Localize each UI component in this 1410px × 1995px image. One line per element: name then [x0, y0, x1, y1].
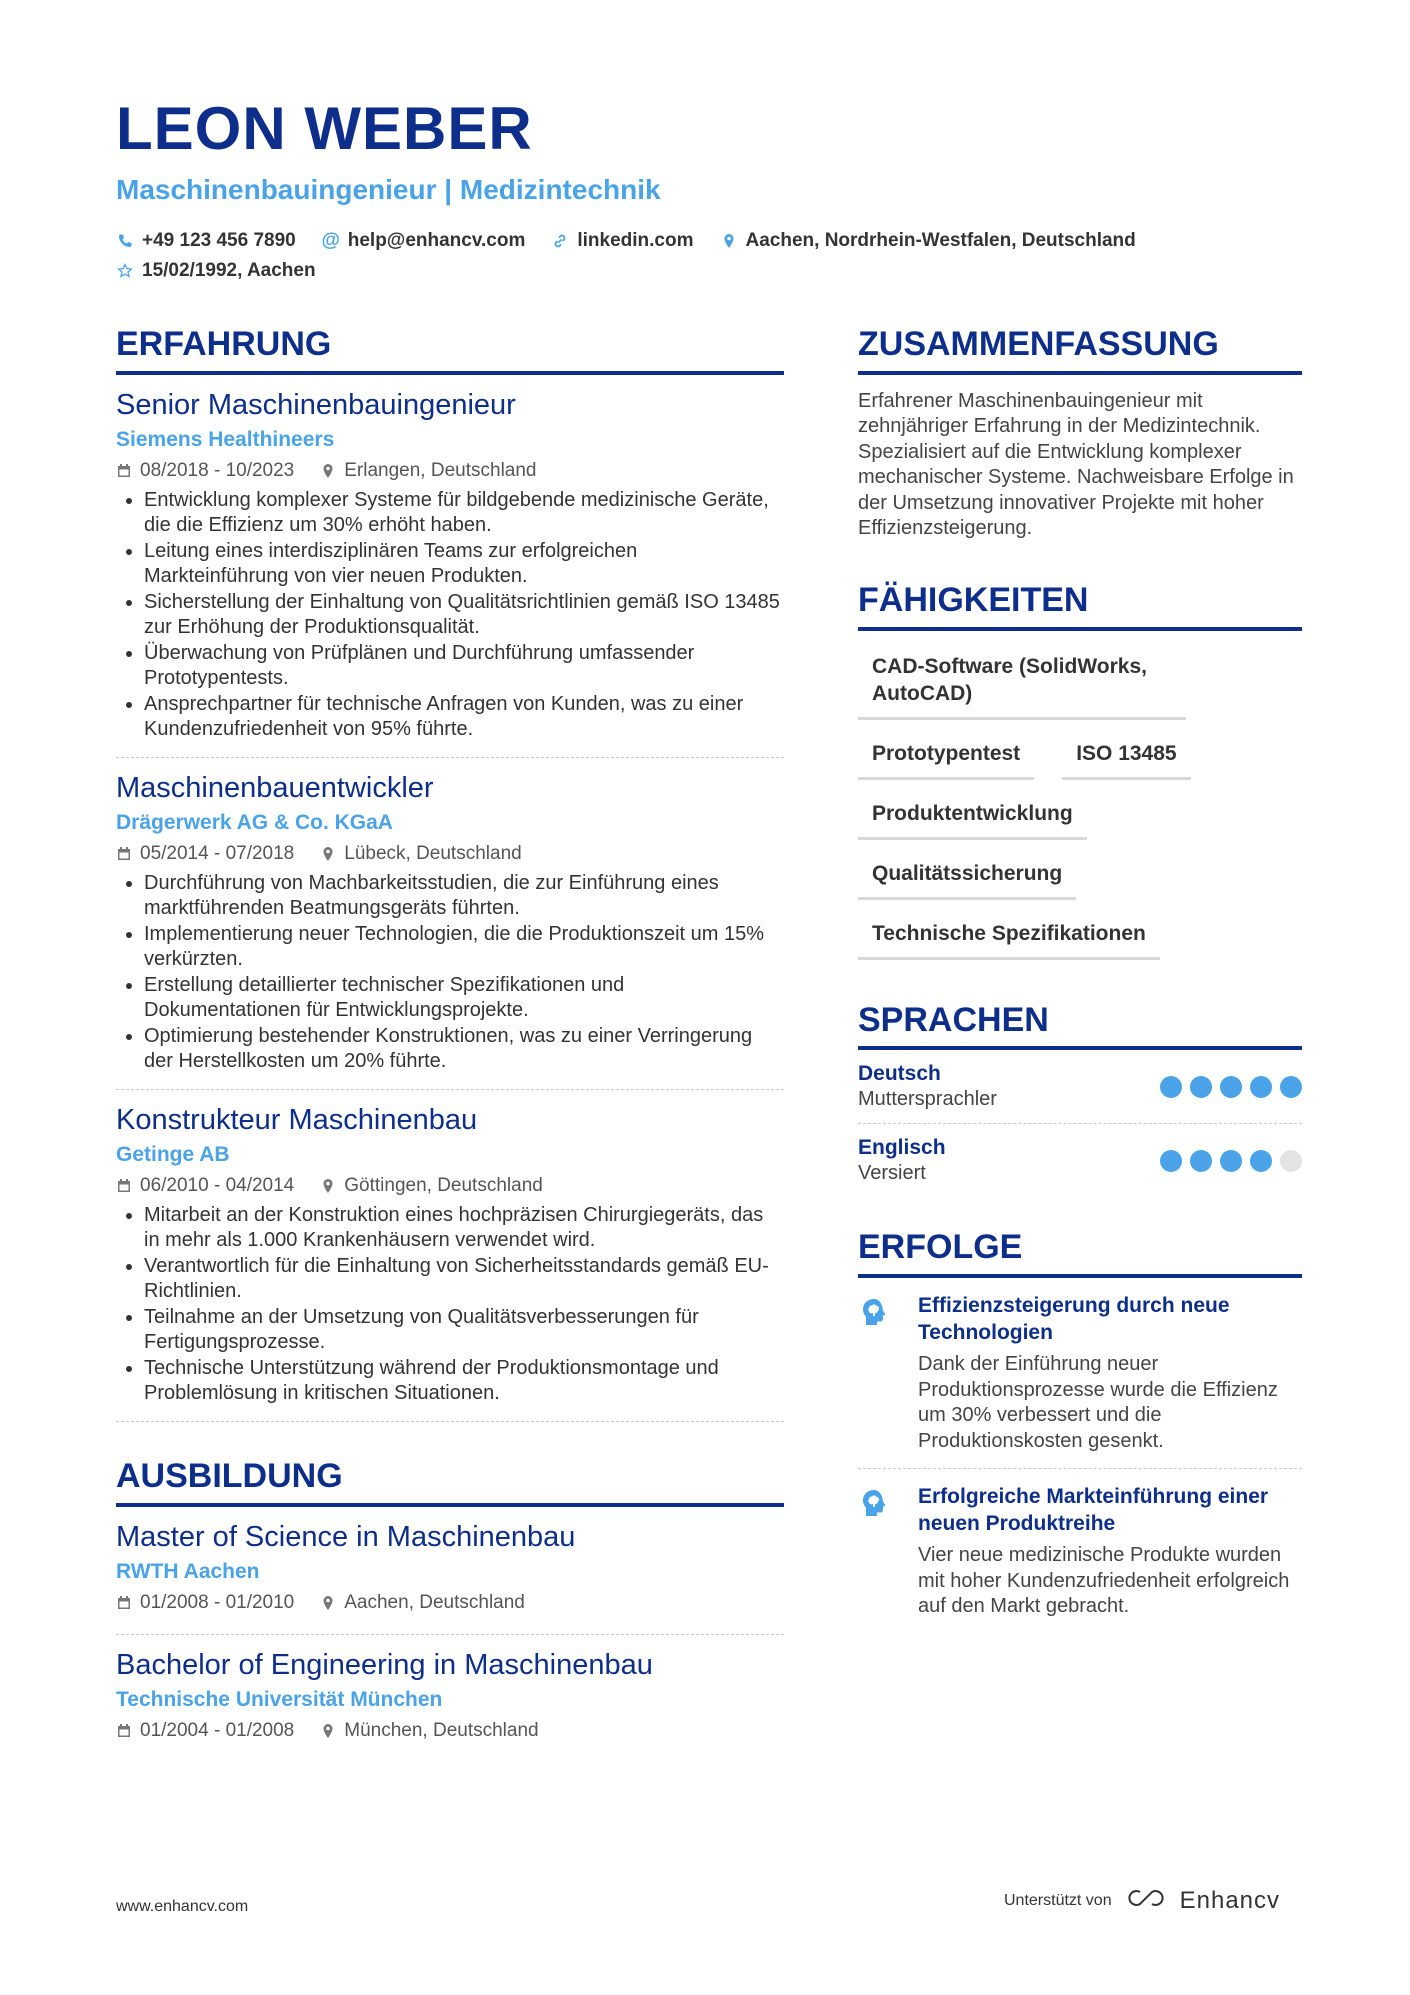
calendar-icon: [116, 1178, 132, 1194]
candidate-headline: Maschinenbauingenieur | Medizintechnik: [116, 174, 661, 205]
language-rating: [1160, 1150, 1302, 1172]
achievement-item: [858, 1278, 1302, 1469]
location-text: Aachen, Nordrhein-Westfalen, Deutschland: [745, 230, 1136, 251]
job-meta: [116, 1175, 784, 1197]
email-text: help@enhancv.com: [347, 230, 526, 251]
footer-website[interactable]: www.enhancv.com: [116, 1898, 249, 1915]
job-company: Getinge AB: [116, 1142, 230, 1166]
education-dates: 01/2004 - 01/2008: [140, 1719, 295, 1741]
contact-email[interactable]: [322, 230, 526, 252]
job-role: Senior Maschinenbauingenieur: [116, 388, 516, 421]
location-pin-icon: [320, 1595, 336, 1611]
skill-tag: CAD-Software (SolidWorks, AutoCAD): [858, 653, 1186, 720]
achievement-desc: Dank der Einführung neuer Produktionsprozesse wurde die Effizienz um 30% verbessert und die Produktionskosten gesenkt.: [918, 1353, 1278, 1452]
job-bullets: [116, 871, 784, 1075]
language-level: Versiert: [858, 1162, 926, 1185]
rating-dot-filled: [1160, 1150, 1182, 1172]
right-column: [858, 324, 1302, 1634]
school-name: RWTH Aachen: [116, 1559, 260, 1583]
skill-tag: Qualitätssicherung: [858, 860, 1076, 900]
job-bullets: [116, 1203, 784, 1407]
achievements-list: [858, 1278, 1302, 1634]
at-icon: @: [321, 230, 341, 251]
birth-text: 15/02/1992, Aachen: [142, 260, 316, 281]
footer-branding: [1004, 1886, 1280, 1915]
phone-text: +49 123 456 7890: [142, 230, 296, 251]
languages-list: [858, 1050, 1302, 1197]
rating-dot-filled: [1280, 1076, 1302, 1098]
education-location: München, Deutschland: [344, 1719, 539, 1741]
achievement-title: Erfolgreiche Markteinführung einer neuen Produktreihe: [918, 1485, 1269, 1536]
job-company: Siemens Healthineers: [116, 427, 335, 451]
education-entry: [116, 1507, 784, 1635]
candidate-name: LEON WEBER: [116, 95, 533, 162]
rating-dot-empty: [1280, 1150, 1302, 1172]
education-entry: [116, 1635, 784, 1762]
job-bullet: • Teilnahme an der Umsetzung von Qualitätsverbesserungen für Fertigungsprozesse.: [144, 1305, 784, 1356]
phone-icon: [116, 232, 134, 250]
contact-birth: [116, 260, 316, 282]
skill-tag: Prototypentest: [858, 740, 1034, 780]
experience-entry: [116, 1090, 784, 1422]
experience-title: ERFAHRUNG: [116, 324, 784, 375]
job-location: Göttingen, Deutschland: [344, 1174, 543, 1196]
job-bullet: • Ansprechpartner für technische Anfragen von Kunden, was zu einer Kundenzufriedenheit von 95% führte.: [144, 692, 784, 743]
job-bullet: • Technische Unterstützung während der Produktionsmontage und Problemlösung in kritischen Situationen.: [144, 1356, 784, 1407]
contact-phone[interactable]: [116, 230, 296, 252]
enhancv-logo-icon: [1124, 1886, 1168, 1915]
job-dates: 06/2010 - 04/2014: [140, 1174, 295, 1196]
job-company: Drägerwerk AG & Co. KGaA: [116, 810, 393, 834]
job-bullet: • Durchführung von Machbarkeitsstudien, die zur Einführung eines marktführenden Beatmungsgeräts führten.: [144, 871, 784, 922]
calendar-icon: [116, 1595, 132, 1611]
rating-dot-filled: [1190, 1076, 1212, 1098]
job-bullet: • Erstellung detaillierter technischer Spezifikationen und Dokumentationen für Entwicklungsprojekte.: [144, 973, 784, 1024]
job-bullets: [116, 488, 784, 743]
language-item: [858, 1124, 1302, 1197]
contact-location: [720, 230, 1136, 252]
link-icon: [551, 232, 569, 250]
location-pin-icon: [320, 1723, 336, 1739]
contact-linkedin[interactable]: [551, 230, 693, 252]
rating-dot-filled: [1190, 1150, 1212, 1172]
star-icon: [116, 262, 134, 280]
location-pin-icon: [320, 1178, 336, 1194]
achievement-title: Effizienzsteigerung durch neue Technologien: [918, 1294, 1230, 1345]
experience-entry: [116, 375, 784, 758]
left-column: [116, 324, 784, 1762]
education-meta: [116, 1592, 784, 1614]
rating-dot-filled: [1250, 1076, 1272, 1098]
calendar-icon: [116, 846, 132, 862]
skills-list: [858, 653, 1302, 960]
skill-tag: Produktentwicklung: [858, 800, 1087, 840]
job-role: Konstrukteur Maschinenbau: [116, 1103, 478, 1136]
linkedin-text: linkedin.com: [577, 230, 694, 251]
brain-head-icon: [858, 1292, 900, 1454]
job-bullet: • Überwachung von Prüfplänen und Durchführung umfassender Prototypentests.: [144, 641, 784, 692]
skill-tag: ISO 13485: [1062, 740, 1190, 780]
job-bullet: • Optimierung bestehender Konstruktionen, was zu einer Verringerung der Herstellkosten um 20% führte.: [144, 1024, 784, 1075]
education-dates: 01/2008 - 01/2010: [140, 1591, 295, 1613]
rating-dot-filled: [1220, 1150, 1242, 1172]
language-name: Deutsch: [858, 1062, 941, 1086]
skills-title: FÄHIGKEITEN: [858, 580, 1302, 631]
degree-title: Bachelor of Engineering in Maschinenbau: [116, 1648, 653, 1681]
job-bullet: • Mitarbeit an der Konstruktion eines hochpräzisen Chirurgiegeräts, das in mehr als 1.000 Krankenhäusern verwendet wird.: [144, 1203, 784, 1254]
degree-title: Master of Science in Maschinenbau: [116, 1520, 576, 1553]
school-name: Technische Universität München: [116, 1687, 443, 1711]
job-dates: 05/2014 - 07/2018: [140, 842, 295, 864]
language-item: [858, 1050, 1302, 1124]
achievements-title: ERFOLGE: [858, 1227, 1302, 1278]
job-bullet: • Implementierung neuer Technologien, die die Produktionszeit um 15% verkürzten.: [144, 922, 784, 973]
skill-tag: Technische Spezifikationen: [858, 920, 1160, 960]
education-meta: [116, 1720, 784, 1742]
job-bullet: • Sicherstellung der Einhaltung von Qualitätsrichtlinien gemäß ISO 13485 zur Erhöhung der Produktionsqualität.: [144, 590, 784, 641]
experience-entry: [116, 758, 784, 1090]
education-location: Aachen, Deutschland: [344, 1591, 525, 1613]
job-bullet: • Entwicklung komplexer Systeme für bildgebende medizinische Geräte, die die Effizienz um 30% erhöht haben.: [144, 488, 784, 539]
rating-dot-filled: [1220, 1076, 1242, 1098]
job-bullet: • Verantwortlich für die Einhaltung von Sicherheitsstandards gemäß EU-Richtlinien.: [144, 1254, 784, 1305]
language-rating: [1160, 1076, 1302, 1098]
calendar-icon: [116, 1723, 132, 1739]
summary-title: ZUSAMMENFASSUNG: [858, 324, 1302, 375]
location-pin-icon: [720, 232, 738, 250]
achievement-desc: Vier neue medizinische Produkte wurden mit hoher Kundenzufriedenheit erfolgreich auf den Markt gebracht.: [918, 1544, 1290, 1618]
job-location: Lübeck, Deutschland: [344, 842, 522, 864]
job-meta: [116, 843, 784, 865]
contact-info: [116, 226, 1316, 286]
job-role: Maschinenbauentwickler: [116, 771, 434, 804]
language-level: Muttersprachler: [858, 1088, 997, 1111]
job-bullet: • Leitung eines interdisziplinären Teams zur erfolgreichen Markteinführung von vier neuen Produkten.: [144, 539, 784, 590]
education-title: AUSBILDUNG: [116, 1456, 784, 1507]
location-pin-icon: [320, 463, 336, 479]
calendar-icon: [116, 463, 132, 479]
powered-by-text: Unterstützt von: [1004, 1891, 1112, 1909]
summary-text: Erfahrener Maschinenbauingenieur mit zehnjähriger Erfahrung in der Medizintechnik. Spezialisiert auf die Entwicklung komplexer mechanischer Systeme. Nachweisbare Erfolge in der Umsetzung innovativer Projekte mit hoher Effizienzsteigerung.: [858, 389, 1294, 540]
rating-dot-filled: [1250, 1150, 1272, 1172]
rating-dot-filled: [1160, 1076, 1182, 1098]
brand-name: Enhancv: [1179, 1886, 1281, 1914]
languages-title: SPRACHEN: [858, 1000, 1302, 1051]
job-location: Erlangen, Deutschland: [344, 459, 537, 481]
job-meta: [116, 460, 784, 482]
location-pin-icon: [320, 846, 336, 862]
brain-head-icon: [858, 1483, 900, 1620]
job-dates: 08/2018 - 10/2023: [140, 459, 295, 481]
language-name: Englisch: [858, 1136, 946, 1160]
achievement-item: [858, 1469, 1302, 1634]
